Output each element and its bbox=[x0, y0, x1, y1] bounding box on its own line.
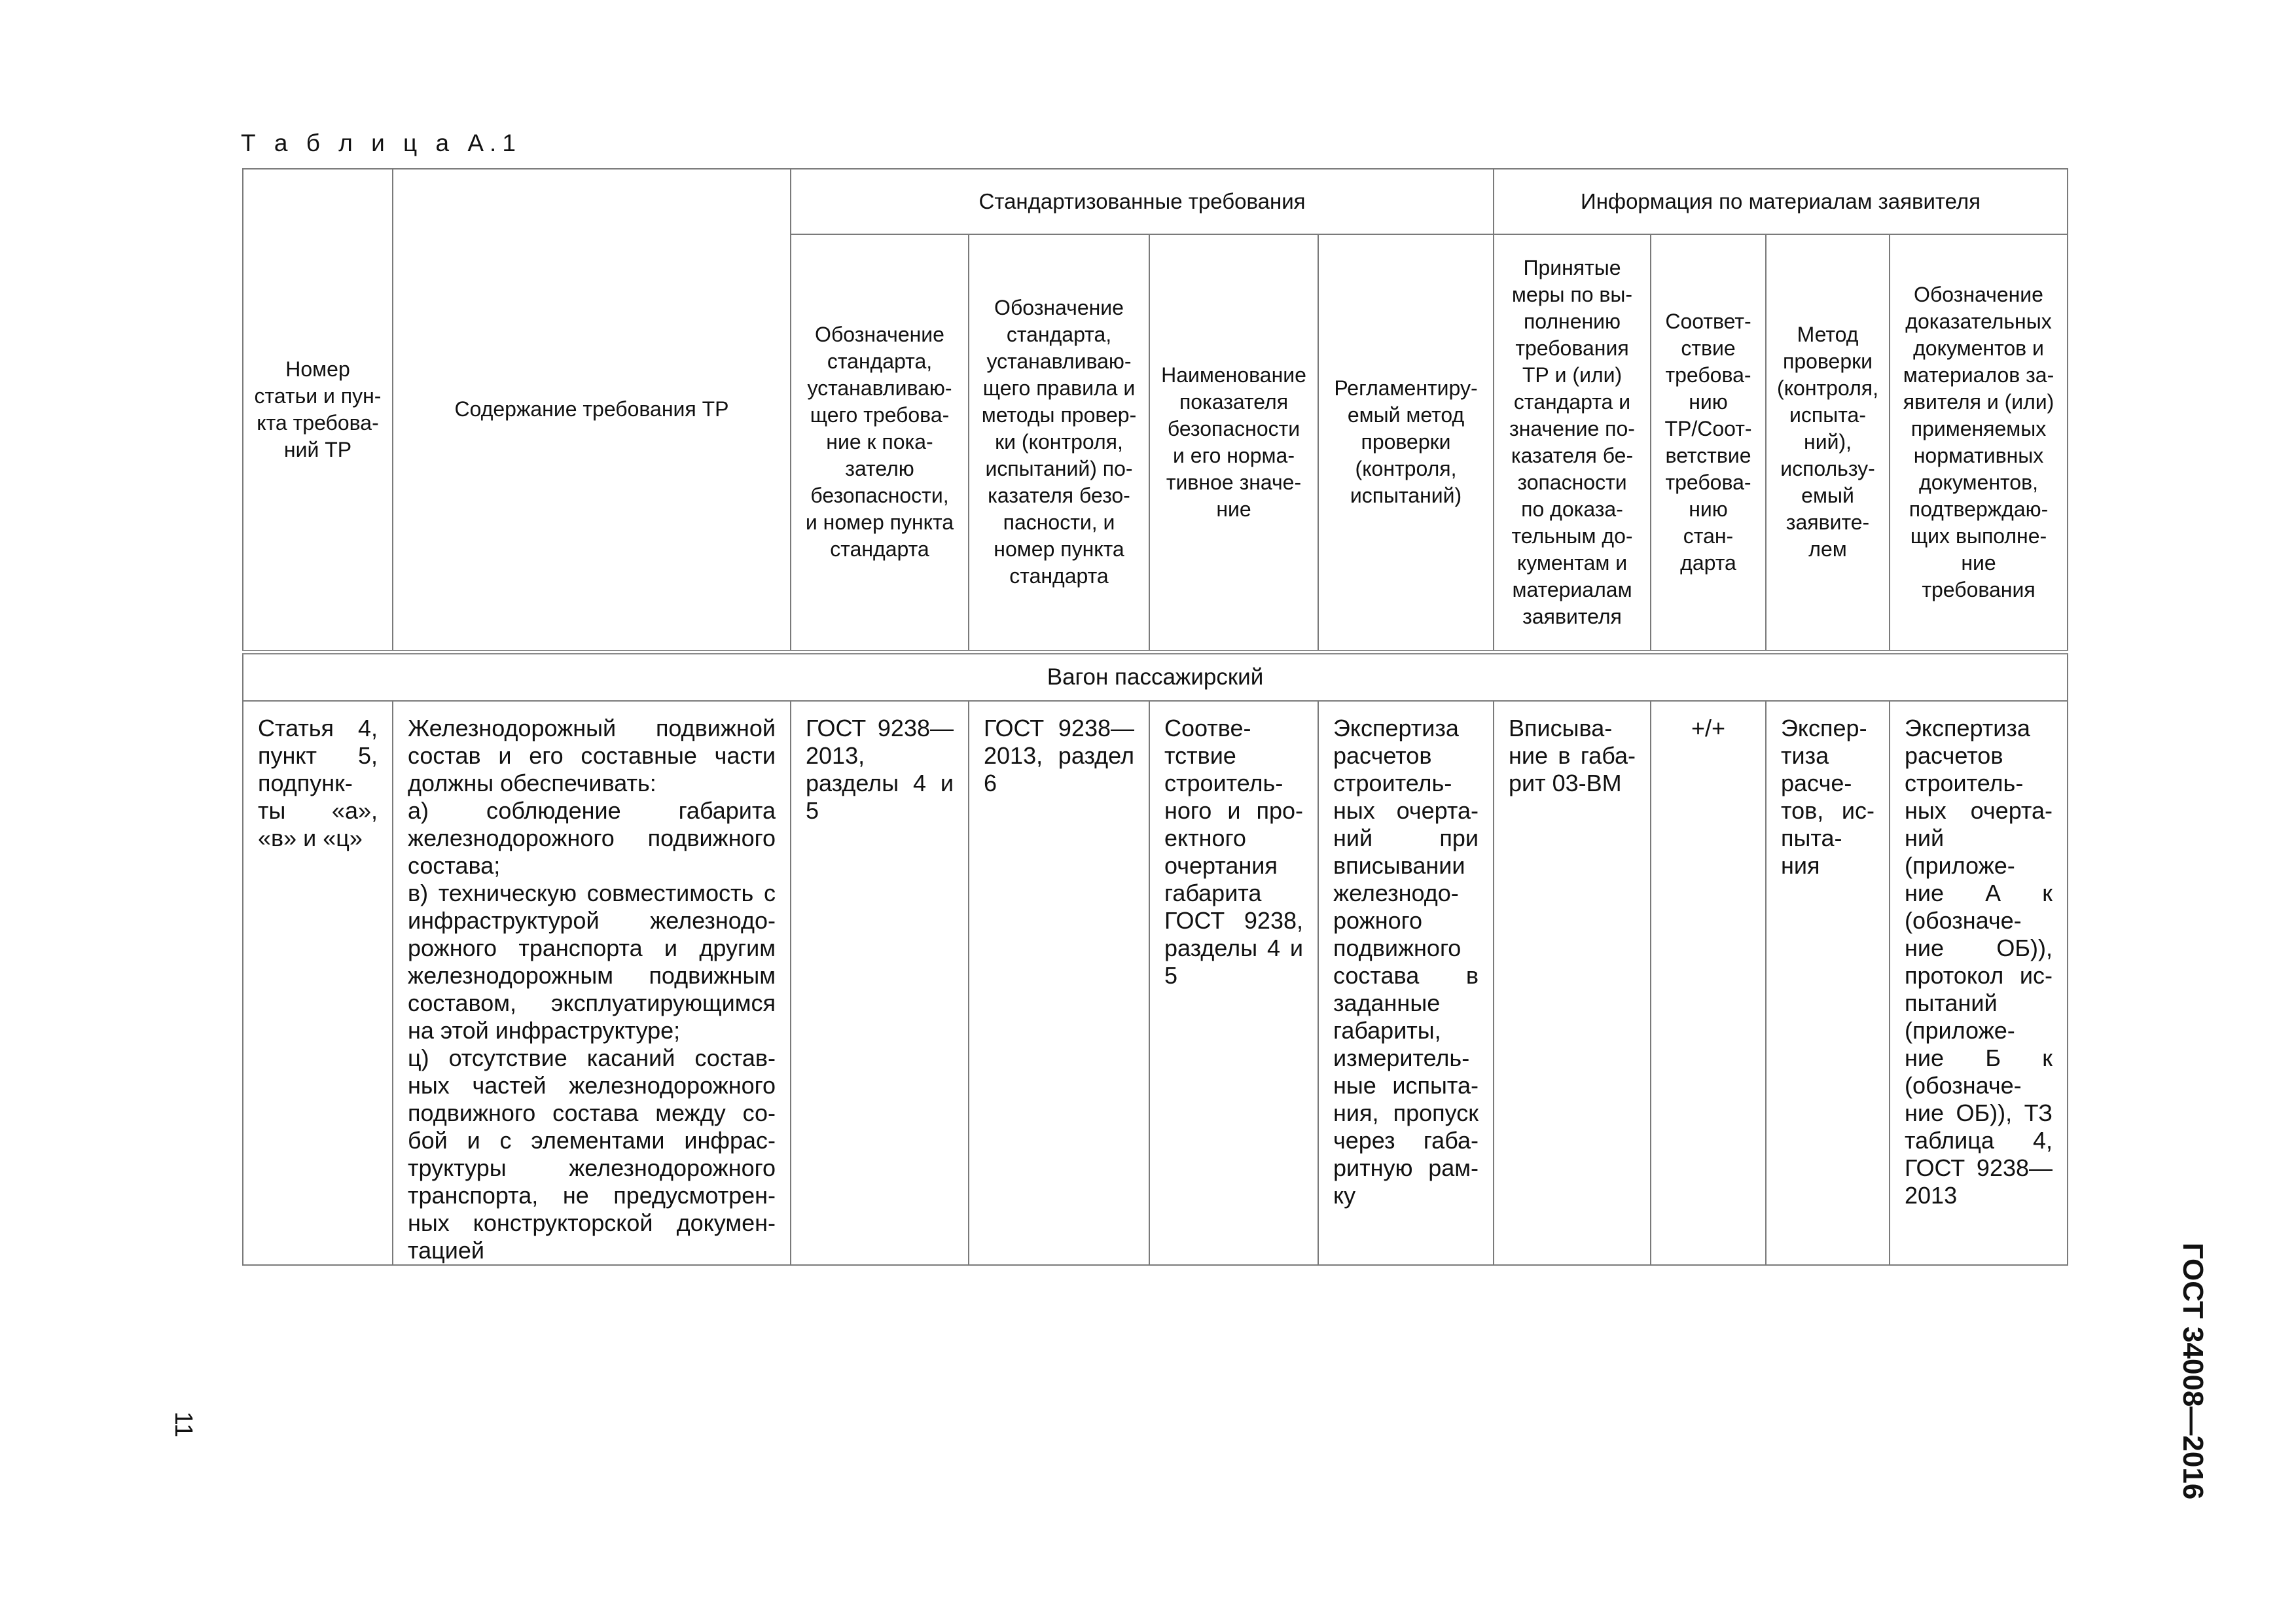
header-standard-requirement: Обозначение стандарта, устанавливаю- щего требова- ние к пока- зателю безопасности, и номер пункта стандарта bbox=[791, 234, 969, 652]
cell-evidence-documents: Экспертиза расчетов строитель-ных очерта-ний (приложе-ние А к (обозначе-ние ОБ)), протокол ис-пытаний (приложе-ние Б к (обозначе-ние ОБ)), ТЗ таблица 4, ГОСТ 9238—2013 bbox=[1890, 701, 2068, 1265]
group-applicant-information: Информация по материалам заявителя bbox=[1494, 169, 2068, 234]
table-row bbox=[243, 701, 2068, 1265]
cell-article-number: Статья 4, пункт 5, подпунк-ты «а», «в» и «ц» bbox=[243, 701, 393, 1265]
requirements-table bbox=[242, 168, 2068, 1266]
header-requirement-content: Содержание требования ТР bbox=[393, 169, 791, 652]
header-evidence-documents: Обозначение доказательных документов и материалов за- явителя и (или) применяемых нормативных документов, подтверждаю- щих выполне- ние требования bbox=[1890, 234, 2068, 652]
cell-applicant-method: Экспер-тиза расче-тов, ис-пыта-ния bbox=[1766, 701, 1890, 1265]
header-group-row bbox=[243, 169, 2068, 234]
header-applicant-method: Метод проверки (контроля, испыта- ний), использу- емый заявите- лем bbox=[1766, 234, 1890, 652]
header-standard-method: Обозначение стандарта, устанавливаю- щего правила и методы провер- ки (контроля, испытаний) по- казателя безо- пасности, и номер пункта стандарта bbox=[969, 234, 1149, 652]
cell-standard-method: ГОСТ 9238—2013, раздел 6 bbox=[969, 701, 1149, 1265]
section-passenger-car: Вагон пассажирский bbox=[243, 652, 2068, 701]
cell-regulated-method: Экспертиза расчетов строитель-ных очерта-ний при вписывании железнодо-рожного подвижного состава в заданные габариты, измеритель-ные испыта-ния, пропуск через габа-ритную рам-ку bbox=[1318, 701, 1494, 1265]
header-article-number: Номер статьи и пун- кта требова- ний ТР bbox=[243, 169, 393, 652]
table-caption: Т а б л и ц а А.1 bbox=[241, 130, 522, 156]
section-row bbox=[243, 652, 2068, 701]
document-code: ГОСТ 34008—2016 bbox=[2177, 1242, 2209, 1500]
cell-safety-indicator: Соотве-тствие строитель-ного и про-ектного очертания габарита ГОСТ 9238, разделы 4 и 5 bbox=[1149, 701, 1318, 1265]
page-number: 11 bbox=[170, 1411, 198, 1438]
cell-conformity: +/+ bbox=[1651, 701, 1766, 1265]
cell-measures-taken: Вписыва-ние в габа-рит 03-ВМ bbox=[1494, 701, 1651, 1265]
cell-requirement-content: Железнодорожный подвижной состав и его составные части должны обеспечивать: а) соблюдение габарита железнодорожного подвижного состава; в) техническую совместимость с инфраструктурой железнодо-рожного транспорта и другим железнодорожным подвижным составом, эксплуатирующимся на этой инфраструктуре; ц) отсутствие касаний состав-ных частей железнодорожного подвижного состава между со-бой и с элементами инфрас-труктуры железнодорожного транспорта, не предусмотрен-ных конструкторской докумен-тацией bbox=[393, 701, 791, 1265]
header-conformity: Соответ- ствие требова- нию ТР/Соот- ветствие требова- нию стан- дарта bbox=[1651, 234, 1766, 652]
header-regulated-method: Регламентиру- емый метод проверки (контроля, испытаний) bbox=[1318, 234, 1494, 652]
header-measures-taken: Принятые меры по вы- полнению требования ТР и (или) стандарта и значение по- казателя бе- зопасности по доказа- тельным до- кументам и материалам заявителя bbox=[1494, 234, 1651, 652]
cell-standard-requirement: ГОСТ 9238—2013, разделы 4 и 5 bbox=[791, 701, 969, 1265]
group-standardized-requirements: Стандартизованные требования bbox=[791, 169, 1494, 234]
header-safety-indicator: Наименование показателя безопасности и его норма- тивное значе- ние bbox=[1149, 234, 1318, 652]
